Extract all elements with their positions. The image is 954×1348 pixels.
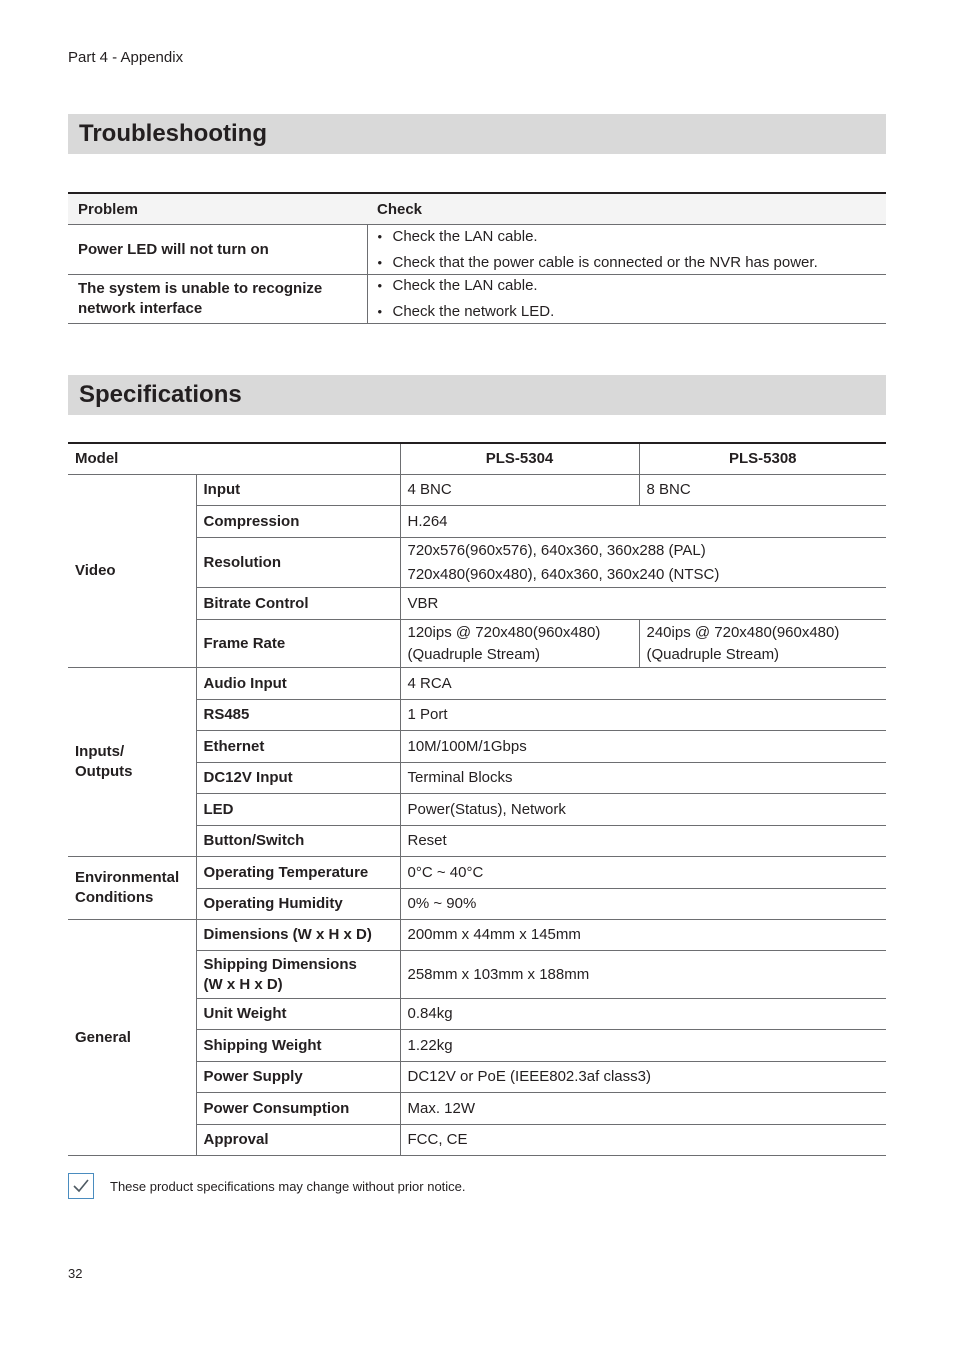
check-item: • Check the LAN cable. — [378, 227, 877, 247]
spec-value: 0.84kg — [400, 999, 886, 1030]
spec-value: 200mm x 44mm x 145mm — [400, 920, 886, 951]
spec-label: Compression — [196, 506, 400, 538]
resolution-ntsc: 720x480(960x480), 640x360, 360x240 (NTSC) — [407, 565, 720, 583]
troubleshooting-header-row — [68, 193, 886, 225]
spec-label: Operating Humidity — [196, 889, 400, 920]
model-header: Model — [68, 443, 400, 475]
spec-label: Bitrate Control — [196, 588, 400, 620]
spec-value: 10M/100M/1Gbps — [400, 731, 886, 763]
model-pls-5304-header: PLS-5304 — [400, 443, 639, 475]
category-line: Inputs/ — [75, 743, 125, 760]
spec-value: 1.22kg — [400, 1030, 886, 1062]
category-line: Environmental — [75, 869, 180, 886]
label-line: Shipping Dimensions — [203, 955, 357, 973]
table-row — [68, 857, 886, 889]
page-number: 32 — [68, 1266, 83, 1281]
specifications-table — [68, 442, 886, 1156]
table-row — [68, 920, 886, 951]
spec-note — [68, 1173, 466, 1199]
resolution-pal: 720x576(960x576), 640x360, 360x288 (PAL) — [407, 541, 706, 559]
spec-label — [196, 951, 400, 999]
framerate-line: 120ips @ 720x480(960x480) — [407, 623, 601, 641]
spec-label: Power Consumption — [196, 1093, 400, 1125]
troubleshooting-title: Troubleshooting — [79, 120, 267, 147]
note-text: These product specifications may change without prior notice. — [110, 1178, 466, 1194]
spec-label: Frame Rate — [196, 620, 400, 668]
problem-cell: Power LED will not turn on — [68, 225, 367, 275]
spec-label: Input — [196, 475, 400, 506]
spec-value — [400, 620, 639, 668]
checkmark-icon — [68, 1173, 94, 1199]
specifications-section-bar — [68, 375, 886, 415]
spec-label: Ethernet — [196, 731, 400, 763]
spec-value — [400, 538, 886, 588]
category-inputs-outputs — [68, 668, 196, 857]
spec-value: 258mm x 103mm x 188mm — [400, 951, 886, 999]
table-row — [68, 668, 886, 700]
table-row — [68, 475, 886, 506]
category-video: Video — [68, 475, 196, 668]
spec-value: FCC, CE — [400, 1125, 886, 1156]
problem-column-header: Problem — [68, 193, 367, 225]
spec-label: LED — [196, 794, 400, 826]
troubleshooting-table — [68, 192, 886, 324]
spec-value — [639, 620, 886, 668]
spec-label: Button/Switch — [196, 826, 400, 857]
framerate-line: (Quadruple Stream) — [407, 645, 541, 663]
spec-label: Audio Input — [196, 668, 400, 700]
spec-label: Approval — [196, 1125, 400, 1156]
spec-value: 1 Port — [400, 700, 886, 731]
spec-label: Operating Temperature — [196, 857, 400, 889]
framerate-line: (Quadruple Stream) — [646, 645, 780, 663]
spec-value: 4 RCA — [400, 668, 886, 700]
problem-cell: The system is unable to recognize network interface — [68, 275, 367, 324]
troubleshooting-section-bar — [68, 114, 886, 154]
specifications-title: Specifications — [79, 381, 242, 408]
check-item: • Check the network LED. — [378, 302, 877, 322]
check-list — [378, 227, 877, 273]
category-line: Outputs — [75, 763, 133, 780]
label-line: (W x H x D) — [203, 975, 283, 993]
spec-value: Terminal Blocks — [400, 763, 886, 794]
spec-label: RS485 — [196, 700, 400, 731]
check-item: • Check that the power cable is connected or the NVR has power. — [378, 253, 877, 273]
spec-value: VBR — [400, 588, 886, 620]
spec-label: Shipping Weight — [196, 1030, 400, 1062]
spec-value: Max. 12W — [400, 1093, 886, 1125]
check-item: • Check the LAN cable. — [378, 276, 877, 296]
spec-label: DC12V Input — [196, 763, 400, 794]
spec-value: 8 BNC — [639, 475, 886, 506]
spec-value: H.264 — [400, 506, 886, 538]
check-column-header: Check — [367, 193, 886, 225]
spec-label: Unit Weight — [196, 999, 400, 1030]
spec-value: 0°C ~ 40°C — [400, 857, 886, 889]
table-row — [68, 275, 886, 324]
check-cell — [367, 275, 886, 324]
spec-value: Power(Status), Network — [400, 794, 886, 826]
category-line: Conditions — [75, 889, 154, 906]
spec-label: Power Supply — [196, 1062, 400, 1093]
category-general: General — [68, 920, 196, 1156]
spec-label: Resolution — [196, 538, 400, 588]
category-environmental — [68, 857, 196, 920]
check-list — [378, 276, 877, 322]
table-row — [68, 225, 886, 275]
spec-value: Reset — [400, 826, 886, 857]
spec-value: DC12V or PoE (IEEE802.3af class3) — [400, 1062, 886, 1093]
framerate-line: 240ips @ 720x480(960x480) — [646, 623, 840, 641]
spec-value: 0% ~ 90% — [400, 889, 886, 920]
spec-value: 4 BNC — [400, 475, 639, 506]
spec-label: Dimensions (W x H x D) — [196, 920, 400, 951]
check-cell — [367, 225, 886, 275]
model-pls-5308-header: PLS-5308 — [639, 443, 886, 475]
spec-header-row — [68, 443, 886, 475]
running-head: Part 4 - Appendix — [68, 49, 184, 66]
